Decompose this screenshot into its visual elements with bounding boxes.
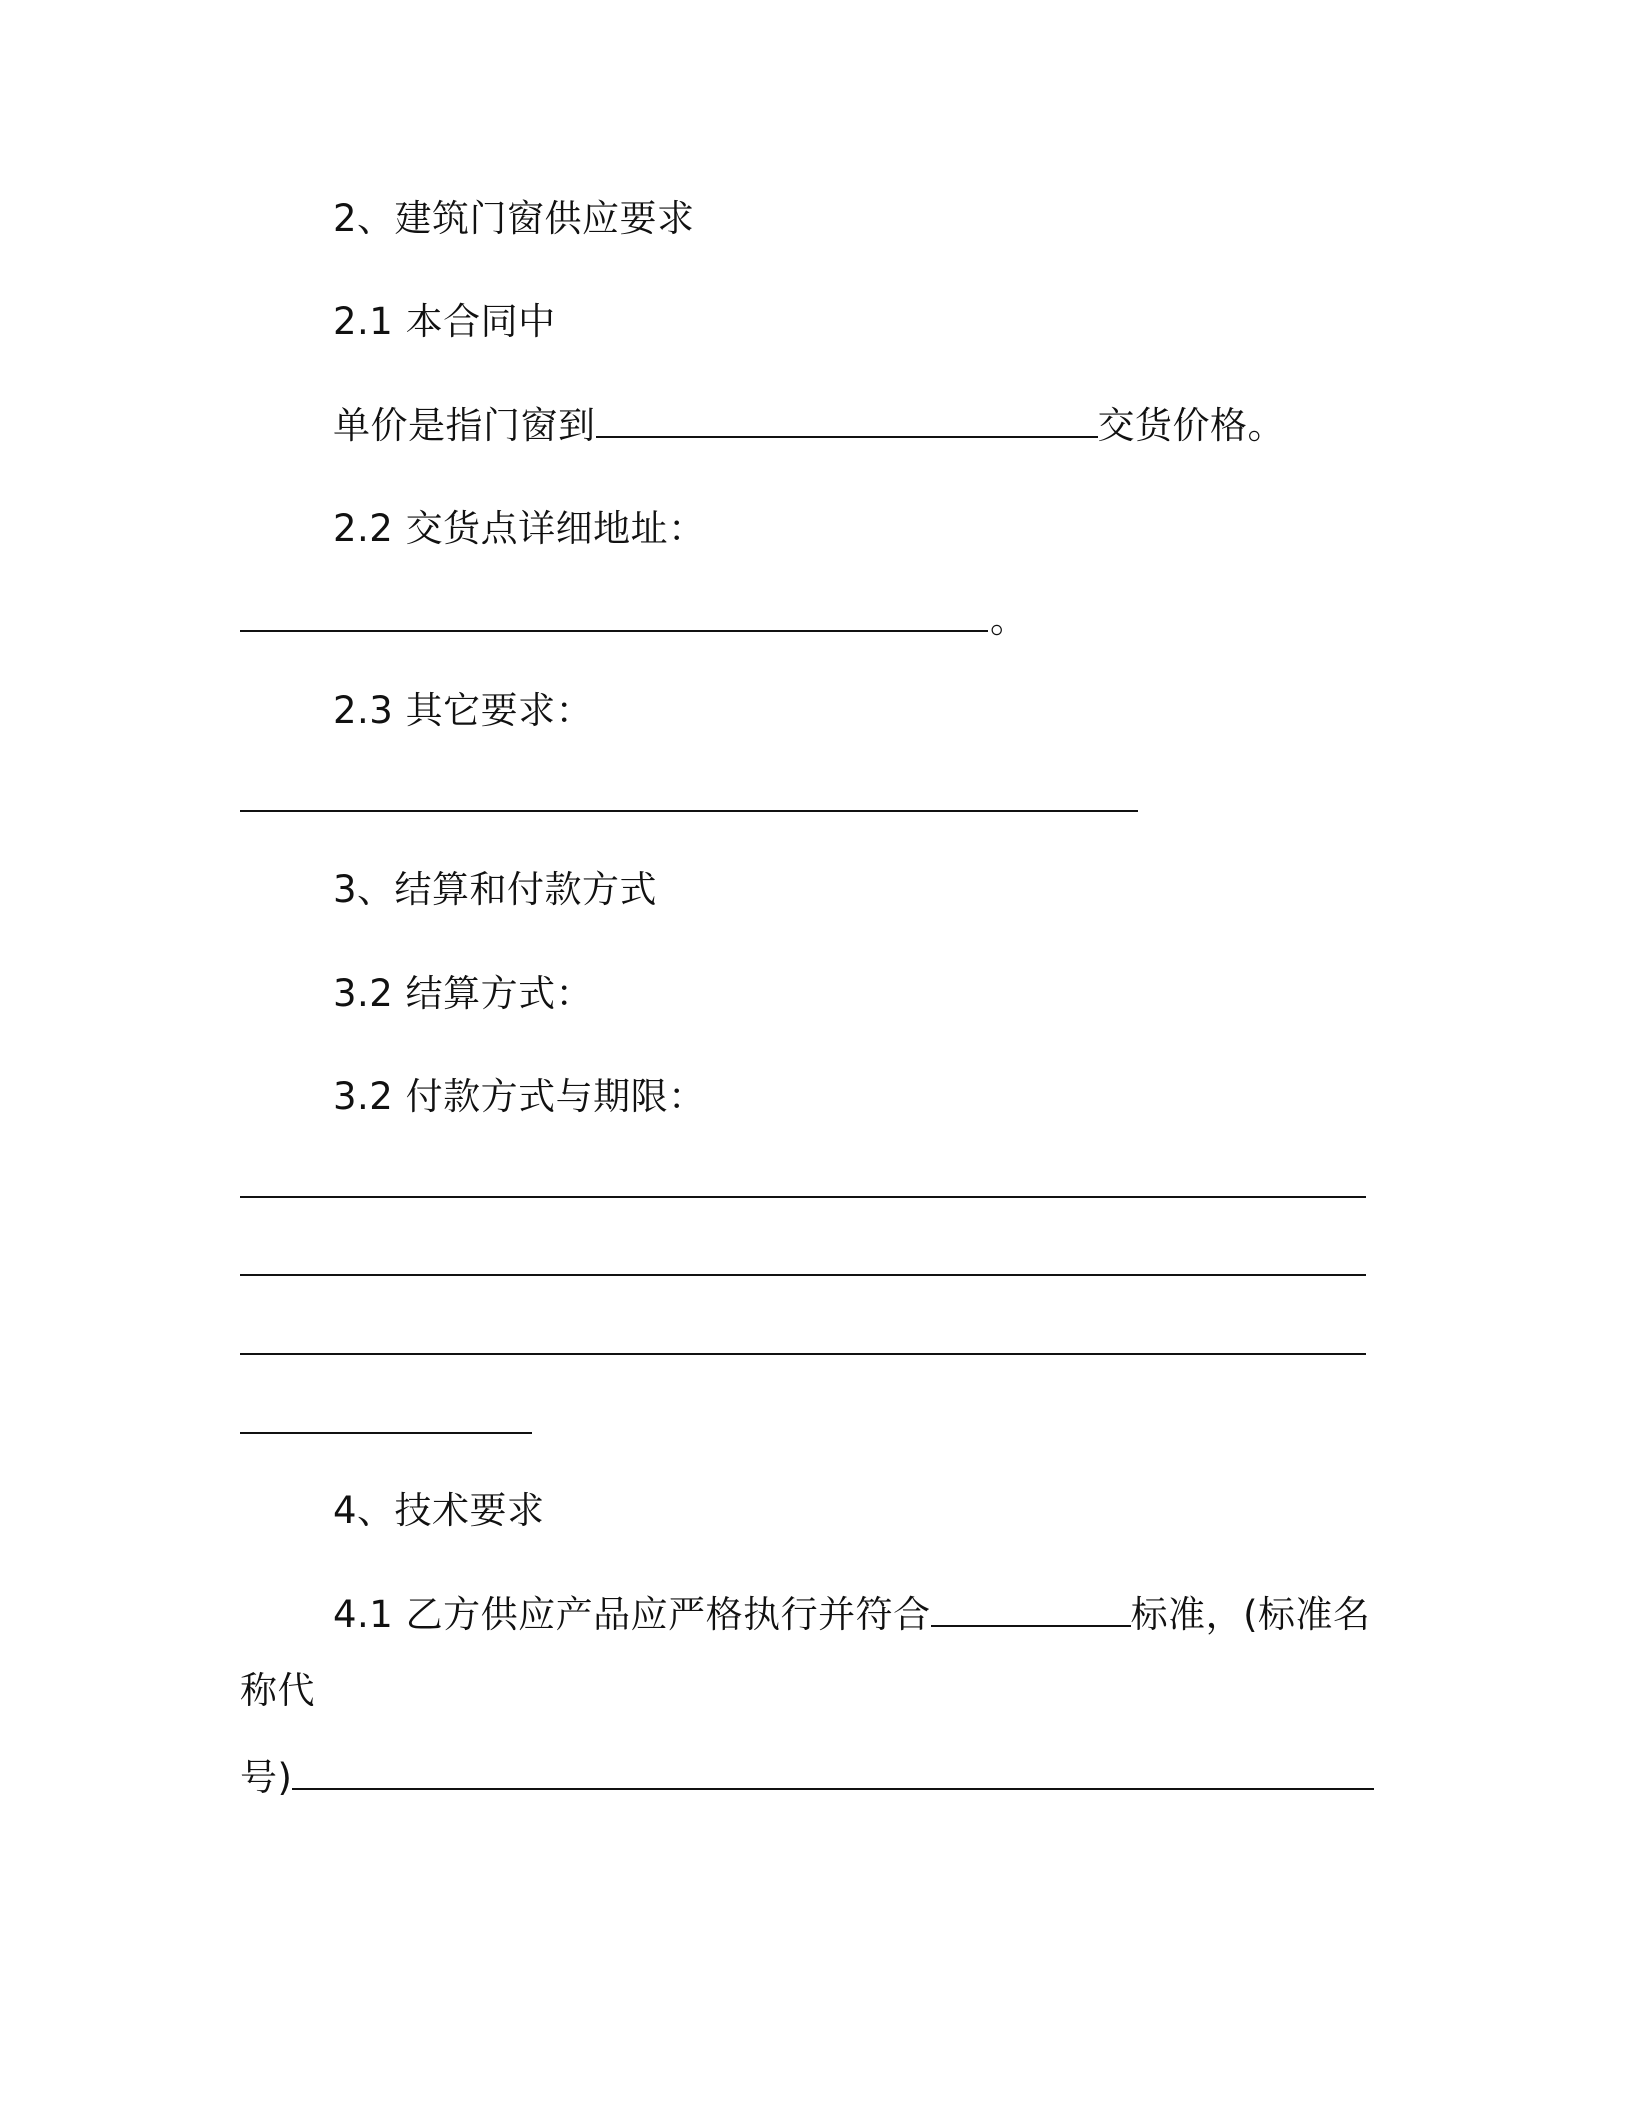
- clause-2-1-text: [333, 402, 1285, 450]
- clause-4-1-continued: 称代: [240, 1669, 315, 1712]
- other-requirements-blank[interactable]: [240, 810, 1138, 812]
- section-2-heading: 2、建筑门窗供应要求: [333, 197, 695, 240]
- clause-4-1-after: 标准，(标准名: [1130, 1593, 1371, 1636]
- clause-2-1: 2.1 本合同中: [333, 300, 556, 343]
- clause-3-1: 3.2 结算方式：: [333, 972, 594, 1015]
- clause-3-2: 3.2 付款方式与期限：: [333, 1075, 706, 1118]
- delivery-location-blank[interactable]: [596, 402, 1098, 438]
- payment-terms-blank-line-3[interactable]: [240, 1353, 1366, 1355]
- clause-4-1-before: 4.1 乙方供应产品应严格执行并符合: [333, 1593, 931, 1636]
- clause-4-1-last-text: 号): [240, 1756, 293, 1799]
- clause-4-1-last: [240, 1754, 1374, 1802]
- clause-2-3: 2.3 其它要求：: [333, 689, 594, 732]
- delivery-address-blank[interactable]: [240, 630, 988, 632]
- clause-2-1-text-after: 交货价格。: [1097, 404, 1285, 447]
- payment-terms-blank-line-4[interactable]: [240, 1432, 532, 1434]
- standard-code-blank[interactable]: [292, 1754, 1374, 1790]
- payment-terms-blank-line-1[interactable]: [240, 1196, 1366, 1198]
- section-3-heading: 3、结算和付款方式: [333, 868, 658, 911]
- section-4-heading: 4、技术要求: [333, 1489, 545, 1532]
- standard-blank[interactable]: [931, 1591, 1131, 1627]
- payment-terms-blank-line-2[interactable]: [240, 1274, 1366, 1276]
- clause-2-2: 2.2 交货点详细地址：: [333, 507, 706, 550]
- clause-4-1: [333, 1591, 1371, 1639]
- clause-2-2-end: 。: [990, 598, 1028, 641]
- clause-2-1-text-before: 单价是指门窗到: [333, 404, 596, 447]
